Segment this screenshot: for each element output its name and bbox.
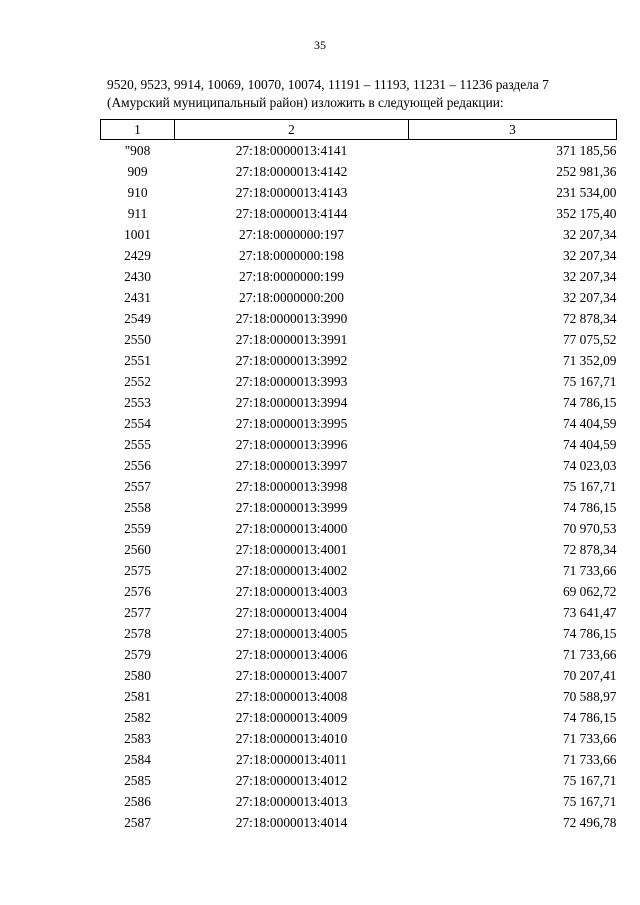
table-row — [101, 644, 617, 665]
table-row — [101, 455, 617, 476]
cadastral-number: 27:18:0000013:4011 — [235, 752, 348, 767]
row-number: 2585 — [124, 773, 151, 788]
intro-line-2: (Амурский муниципальный район) изложить в следующей редакции: — [107, 95, 504, 110]
row-number: 2555 — [124, 437, 151, 452]
table-row — [101, 413, 617, 434]
row-number: 2577 — [124, 605, 151, 620]
cadastral-value: 70 970,53 — [562, 521, 617, 536]
table-row — [101, 161, 617, 182]
cadastral-value: 70 588,97 — [562, 689, 617, 704]
cadastral-number: 27:18:0000013:3997 — [235, 458, 348, 473]
cadastral-number: 27:18:0000000:197 — [239, 227, 344, 242]
table-row — [101, 497, 617, 518]
cadastral-number: 27:18:0000013:4014 — [235, 815, 348, 830]
cadastral-number: 27:18:0000013:3999 — [235, 500, 348, 515]
row-number: 2552 — [124, 374, 151, 389]
cadastral-value: 75 167,71 — [562, 479, 617, 494]
cadastral-value: 371 185,56 — [556, 143, 617, 158]
table-row — [101, 581, 617, 602]
row-number: 2584 — [124, 752, 151, 767]
row-number: 2578 — [124, 626, 151, 641]
cadastral-value: 69 062,72 — [562, 584, 617, 599]
row-number: 1001 — [124, 227, 151, 242]
cadastral-value: 32 207,34 — [562, 269, 617, 284]
table-row — [101, 749, 617, 770]
table-body — [101, 140, 617, 834]
table-row — [101, 602, 617, 623]
row-number: 2579 — [124, 647, 151, 662]
row-number: 2549 — [124, 311, 151, 326]
cadastral-value: 71 733,66 — [562, 563, 617, 578]
cadastral-number: 27:18:0000013:4005 — [235, 626, 348, 641]
row-number: 2553 — [124, 395, 151, 410]
table-row — [101, 686, 617, 707]
cadastral-number: 27:18:0000013:4143 — [235, 185, 348, 200]
row-number: 2554 — [124, 416, 151, 431]
table-row — [101, 791, 617, 812]
cadastral-value: 71 352,09 — [562, 353, 617, 368]
cadastral-number: 27:18:0000013:4144 — [235, 206, 348, 221]
cadastral-value: 71 733,66 — [562, 731, 617, 746]
cadastral-number: 27:18:0000013:3995 — [235, 416, 348, 431]
cadastral-value: 71 733,66 — [562, 647, 617, 662]
column-header-1: 1 — [101, 120, 175, 140]
cadastral-number: 27:18:0000013:3990 — [235, 311, 348, 326]
table-row — [101, 434, 617, 455]
table-row — [101, 560, 617, 581]
cadastral-number: 27:18:0000013:3996 — [235, 437, 348, 452]
row-number: 910 — [127, 185, 148, 200]
row-number: 2582 — [124, 710, 151, 725]
cadastral-number: 27:18:0000000:199 — [239, 269, 344, 284]
cadastral-number: 27:18:0000013:3991 — [235, 332, 348, 347]
row-number: 2559 — [124, 521, 151, 536]
cadastral-value: 70 207,41 — [562, 668, 617, 683]
cadastral-value: 72 878,34 — [562, 311, 617, 326]
table-row — [101, 140, 617, 162]
cadastral-value: 77 075,52 — [562, 332, 617, 347]
cadastral-value: 74 404,59 — [562, 416, 617, 431]
cadastral-value: 74 786,15 — [562, 500, 617, 515]
table-row — [101, 623, 617, 644]
cadastral-value: 75 167,71 — [562, 794, 617, 809]
intro-paragraph — [107, 76, 627, 112]
cadastral-value: 32 207,34 — [562, 290, 617, 305]
table-row — [101, 665, 617, 686]
row-number: "908 — [124, 143, 151, 158]
row-number: 911 — [127, 206, 148, 221]
row-number: 2431 — [124, 290, 151, 305]
table-row — [101, 518, 617, 539]
row-number: 2551 — [124, 353, 151, 368]
row-number: 2581 — [124, 689, 151, 704]
page-number: 35 — [314, 38, 326, 52]
row-number: 2586 — [124, 794, 151, 809]
cadastral-number: 27:18:0000013:4003 — [235, 584, 348, 599]
row-number: 2550 — [124, 332, 151, 347]
cadastral-number: 27:18:0000013:4006 — [235, 647, 348, 662]
cadastral-value: 73 641,47 — [562, 605, 617, 620]
row-number: 2587 — [124, 815, 151, 830]
table-row — [101, 287, 617, 308]
table-header-row — [101, 120, 617, 140]
cadastral-value: 75 167,71 — [562, 374, 617, 389]
row-number: 2429 — [124, 248, 151, 263]
cadastral-value: 252 981,36 — [556, 164, 617, 179]
table-row — [101, 812, 617, 833]
table-row — [101, 770, 617, 791]
cadastral-number: 27:18:0000013:3992 — [235, 353, 348, 368]
cadastral-value-table — [100, 119, 617, 833]
row-number: 2430 — [124, 269, 151, 284]
table-row — [101, 203, 617, 224]
cadastral-number: 27:18:0000013:4001 — [235, 542, 348, 557]
table-row — [101, 371, 617, 392]
column-header-3: 3 — [409, 120, 617, 140]
cadastral-number: 27:18:0000013:4004 — [235, 605, 348, 620]
cadastral-number: 27:18:0000013:4009 — [235, 710, 348, 725]
table-row — [101, 224, 617, 245]
table-row — [101, 245, 617, 266]
row-number: 2583 — [124, 731, 151, 746]
row-number: 2557 — [124, 479, 151, 494]
cadastral-value: 32 207,34 — [562, 248, 617, 263]
cadastral-number: 27:18:0000013:4002 — [235, 563, 348, 578]
column-header-2: 2 — [175, 120, 409, 140]
table-row — [101, 266, 617, 287]
table-row — [101, 329, 617, 350]
cadastral-value: 32 207,34 — [562, 227, 617, 242]
row-number: 2556 — [124, 458, 151, 473]
table-row — [101, 728, 617, 749]
cadastral-number: 27:18:0000013:4141 — [235, 143, 348, 158]
cadastral-number: 27:18:0000013:4008 — [235, 689, 348, 704]
cadastral-number: 27:18:0000013:4012 — [235, 773, 348, 788]
cadastral-value: 72 878,34 — [562, 542, 617, 557]
cadastral-number: 27:18:0000013:4000 — [235, 521, 348, 536]
cadastral-value: 72 496,78 — [562, 815, 617, 830]
table-row — [101, 392, 617, 413]
table-row — [101, 308, 617, 329]
cadastral-number: 27:18:0000013:3993 — [235, 374, 348, 389]
table-row — [101, 539, 617, 560]
cadastral-number: 27:18:0000000:200 — [239, 290, 344, 305]
row-number: 909 — [127, 164, 148, 179]
cadastral-value: 74 023,03 — [562, 458, 617, 473]
cadastral-value: 74 786,15 — [562, 626, 617, 641]
cadastral-number: 27:18:0000013:4010 — [235, 731, 348, 746]
cadastral-value: 74 786,15 — [562, 710, 617, 725]
cadastral-number: 27:18:0000013:4013 — [235, 794, 348, 809]
row-number: 2580 — [124, 668, 151, 683]
cadastral-value: 352 175,40 — [556, 206, 617, 221]
intro-line-1: 9520, 9523, 9914, 10069, 10070, 10074, 11191 – 11193, 11231 – 11236 раздела 7 — [107, 77, 549, 92]
cadastral-value: 231 534,00 — [556, 185, 617, 200]
cadastral-value: 74 786,15 — [562, 395, 617, 410]
table-row — [101, 182, 617, 203]
cadastral-number: 27:18:0000013:3998 — [235, 479, 348, 494]
row-number: 2575 — [124, 563, 151, 578]
cadastral-value: 75 167,71 — [562, 773, 617, 788]
cadastral-number: 27:18:0000013:4007 — [235, 668, 348, 683]
row-number: 2560 — [124, 542, 151, 557]
table-row — [101, 476, 617, 497]
cadastral-number: 27:18:0000013:3994 — [235, 395, 348, 410]
row-number: 2558 — [124, 500, 151, 515]
cadastral-number: 27:18:0000013:4142 — [235, 164, 348, 179]
table-row — [101, 350, 617, 371]
row-number: 2576 — [124, 584, 151, 599]
cadastral-value: 74 404,59 — [562, 437, 617, 452]
table-row — [101, 707, 617, 728]
cadastral-number: 27:18:0000000:198 — [239, 248, 344, 263]
cadastral-value: 71 733,66 — [562, 752, 617, 767]
